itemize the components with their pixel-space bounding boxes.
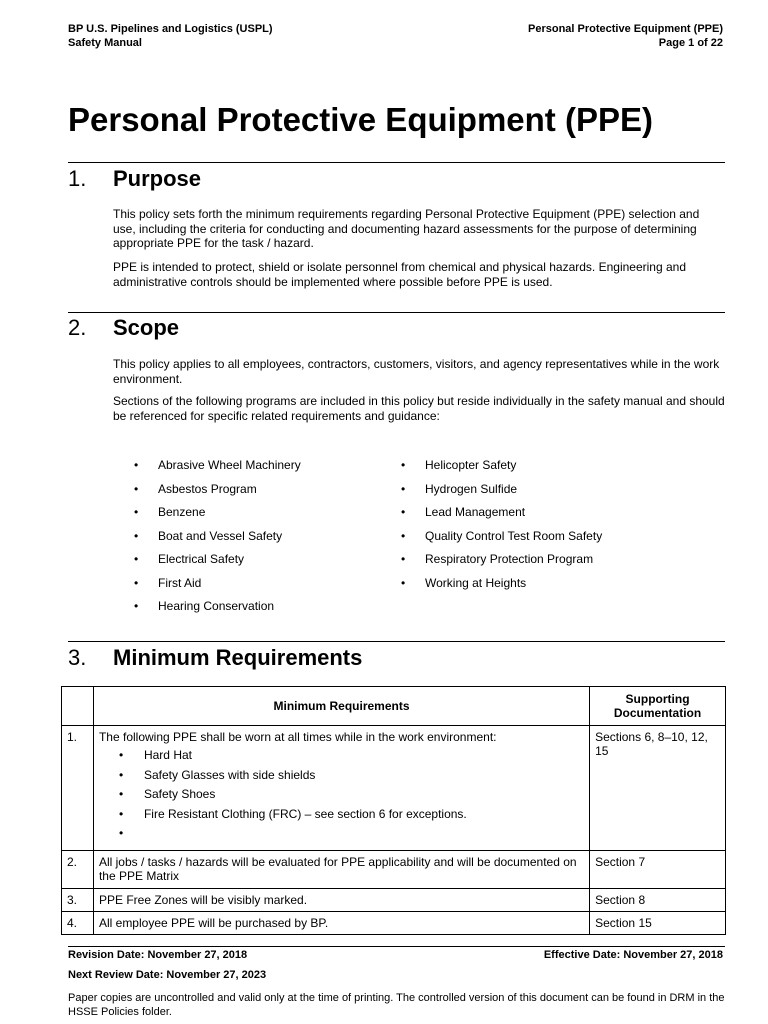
- bullet: •: [118, 826, 124, 840]
- row-number: 4.: [62, 911, 94, 934]
- purpose-paragraph: PPE is intended to protect, shield or isolate personnel from chemical and physical hazards. Engineering and administrative controls should be implemented where possible before PPE is used.: [113, 260, 686, 289]
- table-header-docs: Supporting Documentation: [590, 687, 726, 726]
- list-item: • First Aid: [134, 572, 301, 596]
- header-manual: Safety Manual: [68, 37, 142, 49]
- header-page-number: Page 1 of 22: [658, 37, 723, 49]
- row-number: 2.: [62, 850, 94, 888]
- next-review-date: Next Review Date: November 27, 2023: [68, 969, 267, 981]
- row-number: 3.: [62, 888, 94, 911]
- bullet: •: [134, 599, 139, 613]
- list-item: • Boat and Vessel Safety: [134, 525, 301, 549]
- bullet: •: [134, 528, 139, 543]
- section-divider: [68, 312, 725, 313]
- bullet: •: [118, 806, 124, 821]
- list-item: • Hard Hat: [118, 748, 192, 762]
- document-title: Personal Protective Equipment (PPE): [68, 101, 653, 138]
- row-requirement: PPE Free Zones will be visibly marked.: [93, 888, 589, 911]
- list-item: • Fire Resistant Clothing (FRC) – see section 6 for exceptions.: [118, 806, 467, 821]
- effective-date: Effective Date: November 27, 2018: [543, 949, 723, 961]
- row-requirement: All jobs / tasks / hazards will be evaluated for PPE applicability and will be documented on the PPE Matrix: [93, 850, 589, 888]
- programs-list-right: [401, 454, 602, 595]
- table-header-row: [62, 687, 726, 726]
- requirement-text: The following PPE shall be worn at all times while in the work environment:: [98, 730, 497, 744]
- section-title-scope: Scope: [113, 315, 180, 340]
- bullet: •: [134, 458, 139, 472]
- list-item: • Helicopter Safety: [401, 454, 602, 478]
- bullet: •: [401, 575, 406, 590]
- row-number: 1.: [62, 726, 94, 851]
- table-header-requirements: Minimum Requirements: [93, 687, 589, 726]
- list-item: • Electrical Safety: [134, 548, 301, 572]
- bullet: •: [401, 505, 406, 519]
- table-row: [62, 726, 726, 851]
- table-row: [62, 888, 726, 911]
- footer-divider: [68, 946, 725, 947]
- section-title-purpose: Purpose: [113, 166, 202, 191]
- section-divider: [68, 162, 725, 163]
- list-item: • Working at Heights: [401, 572, 602, 596]
- list-item: • Asbestos Program: [134, 478, 301, 502]
- page-header-right: [528, 22, 723, 50]
- bullet: •: [134, 575, 139, 590]
- list-item: • Abrasive Wheel Machinery: [134, 454, 301, 478]
- header-org: BP U.S. Pipelines and Logistics (USPL): [68, 23, 273, 35]
- list-item: • Respiratory Protection Program: [401, 548, 602, 572]
- programs-list-left: [134, 454, 301, 619]
- list-item: • Quality Control Test Room Safety: [401, 525, 602, 549]
- list-item: • Benzene: [134, 501, 301, 525]
- bullet: •: [134, 481, 139, 496]
- footer-note: Paper copies are uncontrolled and valid only at the time of printing. The controlled version of this document can be found in DRM in the HSSE Policies folder.: [68, 992, 725, 1018]
- scope-paragraph: This policy applies to all employees, contractors, customers, visitors, and agency representatives while in the work environment.: [113, 357, 720, 386]
- bullet: •: [134, 552, 139, 566]
- table-header-num: [62, 687, 94, 726]
- revision-date: Revision Date: November 27, 2018: [68, 949, 248, 961]
- bullet: •: [118, 767, 124, 782]
- list-item: • Hydrogen Sulfide: [401, 478, 602, 502]
- header-doc-title: Personal Protective Equipment (PPE): [528, 23, 723, 35]
- bullet: •: [401, 528, 406, 543]
- row-docs: Sections 6, 8–10, 12, 15: [590, 726, 726, 851]
- section-number: 2.: [68, 315, 87, 340]
- bullet: •: [401, 481, 406, 496]
- bullet: •: [118, 787, 124, 801]
- purpose-paragraph: This policy sets forth the minimum requirements regarding Personal Protective Equipment (PPE) selection and use, including the criteria for conducting and documenting hazard assessments for the purpose of determining appropriate PPE for the task / hazard.: [113, 207, 700, 250]
- bullet: •: [118, 748, 124, 762]
- scope-paragraph: Sections of the following programs are included in this policy but reside individually in the safety manual and should be referenced for specific related requirements and guidance:: [113, 394, 725, 423]
- list-item: • Safety Shoes: [118, 787, 216, 801]
- list-item: [119, 826, 584, 846]
- list-item: • Hearing Conservation: [134, 595, 301, 619]
- table-row: [62, 911, 726, 934]
- table-row: [62, 850, 726, 888]
- row-docs: Section 15: [590, 911, 726, 934]
- row-requirement: All employee PPE will be purchased by BP.: [93, 911, 589, 934]
- row-docs: Section 8: [590, 888, 726, 911]
- row-docs: Section 7: [590, 850, 726, 888]
- requirements-table: [61, 686, 726, 935]
- section-title-minimum-requirements: Minimum Requirements: [113, 645, 363, 670]
- ppe-list: [119, 748, 584, 846]
- list-item: • Lead Management: [401, 501, 602, 525]
- row-requirement: [93, 726, 589, 851]
- section-divider: [68, 641, 725, 642]
- section-number: 3.: [68, 645, 87, 670]
- bullet: •: [134, 505, 139, 519]
- list-item: • Safety Glasses with side shields: [118, 767, 316, 782]
- page-header-left: [68, 22, 273, 50]
- bullet: •: [401, 458, 406, 472]
- bullet: •: [401, 552, 406, 566]
- section-number: 1.: [68, 166, 87, 191]
